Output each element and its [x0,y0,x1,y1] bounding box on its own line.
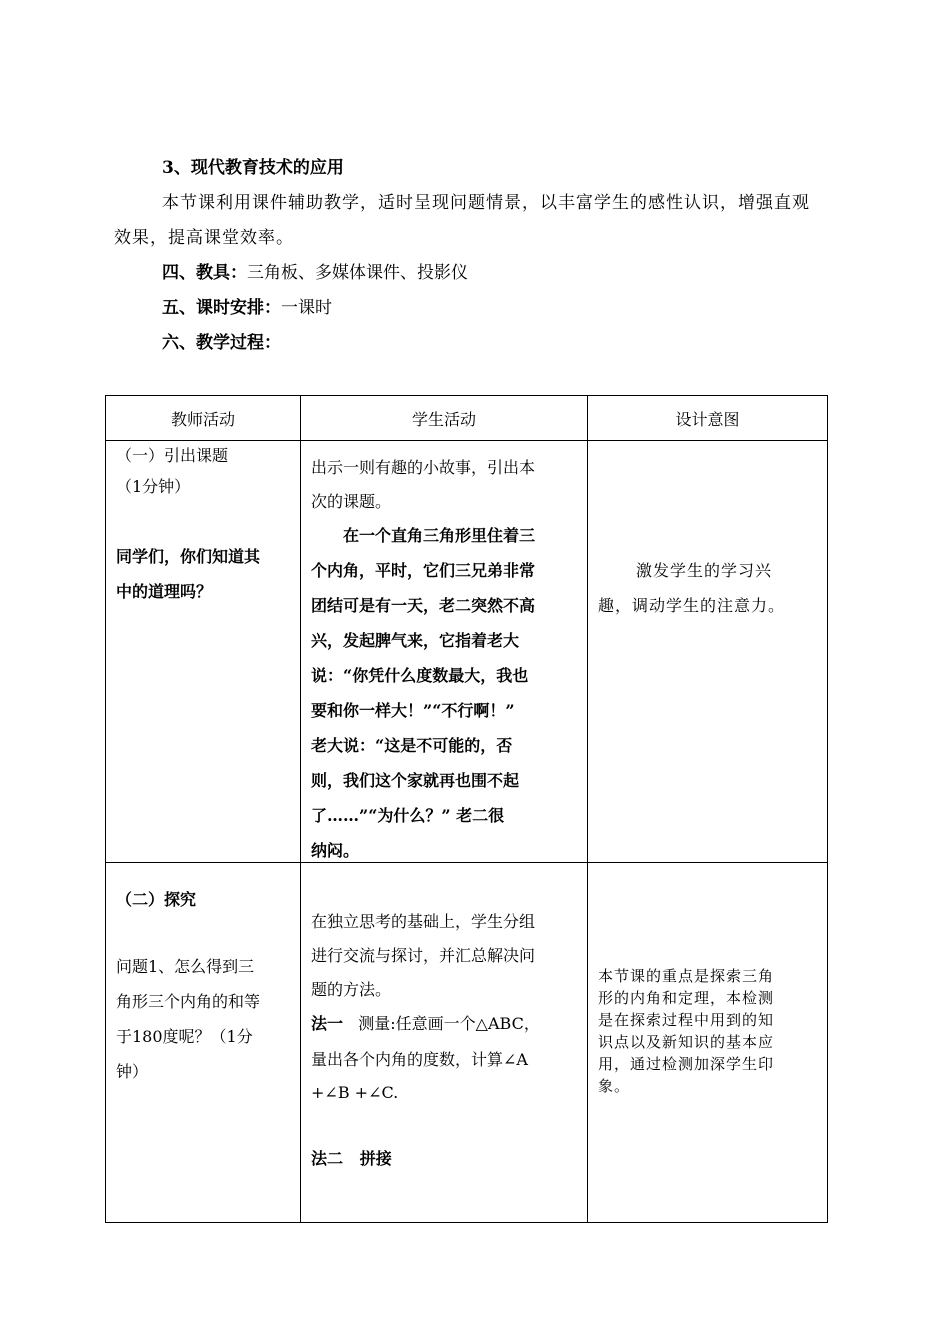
row2-student-line: 进行交流与探讨，并汇总解决问 [311,946,536,965]
row2-design-line: 是在探索过程中用到的知 [598,1011,775,1029]
header-design-intent: 设计意图 [588,396,828,441]
row2-method1-line3: +∠B +∠C. [311,1083,399,1102]
section5-value: 一课时 [281,298,332,318]
header-student-activity: 学生活动 [301,396,588,441]
row1-teacher-title-line2: （1分钟） [116,477,191,496]
row2-teacher-line: 角形三个内角的和等 [116,992,261,1011]
row2-method2 [311,1146,392,1169]
row1-story-line: 个内角，平时，它们三兄弟非常 [311,561,536,580]
row2-teacher-line: 钟） [116,1062,149,1081]
row2-design-line: 识点以及新知识的基本应 [598,1033,775,1051]
section6-label: 六、教学过程： [162,333,281,353]
row1-story-line: 则，我们这个家就再也围不起 [311,771,520,790]
row2-teacher-title: （二）探究 [116,890,197,909]
section5 [162,298,332,318]
section4-label: 四、教具： [162,263,247,283]
row1-teacher-title-line1: （一）引出课题 [116,446,229,465]
row2-design-cell [588,863,828,1223]
section4-value: 三角板、多媒体课件、投影仪 [247,263,468,283]
row2-method1-line1 [311,1011,540,1034]
row2-student-line: 在独立思考的基础上，学生分组 [311,912,536,931]
section4 [162,263,468,283]
row2-student-line: 题的方法。 [311,980,392,999]
row1-teacher-question-line2: 中的道理吗？ [116,582,213,601]
row1-story-line: 了……”“为什么？” 老二很 [311,806,505,825]
table-row [106,863,828,1223]
row2-teacher-line: 问题1、怎么得到三 [116,957,255,976]
section3-body-line2: 效果，提高课堂效率。 [114,228,294,248]
method1-label: 法一 [311,1014,344,1033]
row2-design-line: 本节课的重点是探索三角 [598,967,775,985]
section5-label: 五、课时安排： [162,298,281,318]
row1-teacher-question-line1: 同学们，你们知道其 [116,547,261,566]
row1-student-cell [301,441,588,863]
lesson-plan-table [105,395,828,1223]
row1-story-line: 兴，发起脾气来，它指着老大 [311,631,520,650]
row1-design-cell [588,441,828,863]
row2-design-line: 象。 [598,1077,631,1095]
header-teacher-activity: 教师活动 [106,396,301,441]
row2-design-line: 用，通过检测加深学生印 [598,1055,775,1073]
row2-teacher-cell [106,863,301,1223]
row1-design-line1: 激发学生的学习兴 [636,561,773,580]
table-row [106,441,828,863]
row1-design-line2: 趣，调动学生的注意力。 [598,596,786,615]
row1-story-line: 老大说：“这是不可能的，否 [311,736,513,755]
row1-teacher-cell [106,441,301,863]
row2-teacher-line: 于180度呢？（1分 [116,1027,253,1046]
row1-story-line: 说：“你凭什么度数最大，我也 [311,666,529,685]
row1-story-line: 纳闷。 [311,841,360,860]
row1-student-intro-line1: 出示一则有趣的小故事，引出本 [311,458,536,477]
row2-method1-line2: 量出各个内角的度数，计算∠A [311,1050,528,1069]
row1-story-line: 团结可是有一天，老二突然不高 [311,596,536,615]
row1-student-intro-line2: 次的课题。 [311,492,392,511]
row2-student-cell [301,863,588,1223]
table-header-row [106,396,828,441]
section3-heading: 3、现代教育技术的应用 [162,158,344,178]
section3-body-line1: 本节课利用课件辅助教学，适时呈现问题情景，以丰富学生的感性认识，增强直观 [162,193,810,213]
method2-text: 拼接 [359,1149,392,1168]
row2-design-line: 形的内角和定理，本检测 [598,989,775,1007]
row1-story-line: 在一个直角三角形里住着三 [343,526,536,545]
method2-label: 法二 [311,1149,344,1168]
row1-story-line: 要和你一样大！”“不行啊！” [311,701,515,720]
method1-text: 测量:任意画一个△ABC， [358,1014,540,1033]
